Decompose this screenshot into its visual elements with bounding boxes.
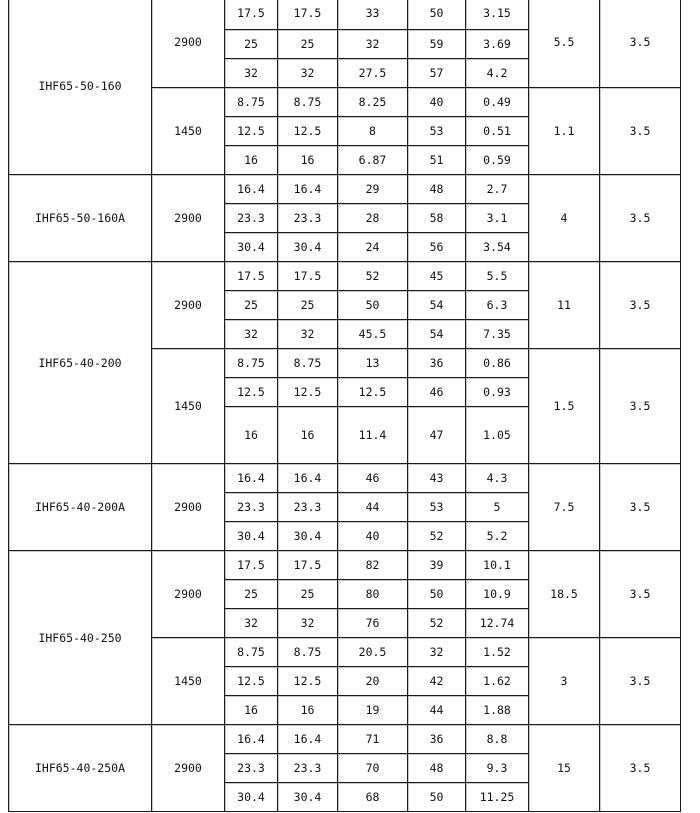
shaft-power-cell: 7.35 bbox=[466, 320, 529, 349]
model-name-cell: IHF65-50-160A bbox=[9, 175, 152, 262]
flow-cell: 30.4 bbox=[278, 233, 338, 262]
shaft-power-cell: 4.2 bbox=[466, 59, 529, 88]
shaft-power-cell: 12.74 bbox=[466, 609, 529, 638]
flow-cell: 25 bbox=[225, 291, 278, 320]
flow-cell: 32 bbox=[278, 320, 338, 349]
efficiency-cell: 52 bbox=[408, 522, 466, 551]
flow-cell: 8.75 bbox=[225, 349, 278, 378]
npsh-cell: 3.5 bbox=[600, 262, 681, 349]
shaft-power-cell: 4.3 bbox=[466, 464, 529, 493]
model-name-cell: IHF65-40-250 bbox=[9, 551, 152, 725]
speed-cell: 1450 bbox=[152, 349, 225, 464]
flow-cell: 17.5 bbox=[225, 0, 278, 30]
motor-power-cell: 4 bbox=[529, 175, 600, 262]
efficiency-cell: 52 bbox=[408, 609, 466, 638]
efficiency-cell: 56 bbox=[408, 233, 466, 262]
head-cell: 8 bbox=[338, 117, 408, 146]
efficiency-cell: 51 bbox=[408, 146, 466, 175]
shaft-power-cell: 0.93 bbox=[466, 378, 529, 407]
speed-cell: 2900 bbox=[152, 262, 225, 349]
flow-cell: 23.3 bbox=[225, 204, 278, 233]
head-cell: 13 bbox=[338, 349, 408, 378]
speed-cell: 1450 bbox=[152, 638, 225, 725]
shaft-power-cell: 1.52 bbox=[466, 638, 529, 667]
flow-cell: 25 bbox=[278, 291, 338, 320]
motor-power-cell: 3 bbox=[529, 638, 600, 725]
head-cell: 28 bbox=[338, 204, 408, 233]
head-cell: 24 bbox=[338, 233, 408, 262]
efficiency-cell: 53 bbox=[408, 493, 466, 522]
flow-cell: 8.75 bbox=[225, 638, 278, 667]
flow-cell: 17.5 bbox=[278, 0, 338, 30]
speed-cell: 2900 bbox=[152, 175, 225, 262]
efficiency-cell: 57 bbox=[408, 59, 466, 88]
table-row bbox=[9, 0, 681, 30]
flow-cell: 16.4 bbox=[225, 464, 278, 493]
head-cell: 80 bbox=[338, 580, 408, 609]
head-cell: 40 bbox=[338, 522, 408, 551]
efficiency-cell: 32 bbox=[408, 638, 466, 667]
speed-cell: 2900 bbox=[152, 464, 225, 551]
flow-cell: 16.4 bbox=[278, 464, 338, 493]
shaft-power-cell: 3.1 bbox=[466, 204, 529, 233]
head-cell: 6.87 bbox=[338, 146, 408, 175]
head-cell: 20 bbox=[338, 667, 408, 696]
efficiency-cell: 42 bbox=[408, 667, 466, 696]
efficiency-cell: 54 bbox=[408, 291, 466, 320]
head-cell: 11.4 bbox=[338, 407, 408, 464]
shaft-power-cell: 5.2 bbox=[466, 522, 529, 551]
flow-cell: 16 bbox=[278, 407, 338, 464]
head-cell: 71 bbox=[338, 725, 408, 754]
shaft-power-cell: 1.62 bbox=[466, 667, 529, 696]
efficiency-cell: 46 bbox=[408, 378, 466, 407]
shaft-power-cell: 0.49 bbox=[466, 88, 529, 117]
motor-power-cell: 7.5 bbox=[529, 464, 600, 551]
flow-cell: 30.4 bbox=[225, 233, 278, 262]
shaft-power-cell: 1.88 bbox=[466, 696, 529, 725]
flow-cell: 30.4 bbox=[225, 522, 278, 551]
head-cell: 52 bbox=[338, 262, 408, 291]
motor-power-cell: 15 bbox=[529, 725, 600, 812]
flow-cell: 16 bbox=[225, 146, 278, 175]
flow-cell: 16 bbox=[278, 696, 338, 725]
efficiency-cell: 36 bbox=[408, 349, 466, 378]
flow-cell: 23.3 bbox=[278, 754, 338, 783]
motor-power-cell: 5.5 bbox=[529, 0, 600, 88]
flow-cell: 17.5 bbox=[225, 262, 278, 291]
flow-cell: 23.3 bbox=[225, 754, 278, 783]
shaft-power-cell: 2.7 bbox=[466, 175, 529, 204]
shaft-power-cell: 11.25 bbox=[466, 783, 529, 812]
efficiency-cell: 48 bbox=[408, 175, 466, 204]
shaft-power-cell: 3.15 bbox=[466, 0, 529, 30]
npsh-cell: 3.5 bbox=[600, 0, 681, 88]
flow-cell: 8.75 bbox=[278, 349, 338, 378]
efficiency-cell: 59 bbox=[408, 30, 466, 59]
flow-cell: 16 bbox=[278, 146, 338, 175]
flow-cell: 8.75 bbox=[278, 638, 338, 667]
flow-cell: 12.5 bbox=[225, 117, 278, 146]
efficiency-cell: 50 bbox=[408, 783, 466, 812]
spec-table-body bbox=[9, 0, 681, 812]
shaft-power-cell: 10.1 bbox=[466, 551, 529, 580]
flow-cell: 25 bbox=[225, 30, 278, 59]
efficiency-cell: 58 bbox=[408, 204, 466, 233]
speed-cell: 1450 bbox=[152, 88, 225, 175]
efficiency-cell: 53 bbox=[408, 117, 466, 146]
shaft-power-cell: 5.5 bbox=[466, 262, 529, 291]
pump-spec-table bbox=[8, 0, 681, 812]
table-row bbox=[9, 725, 681, 754]
head-cell: 29 bbox=[338, 175, 408, 204]
motor-power-cell: 18.5 bbox=[529, 551, 600, 638]
efficiency-cell: 50 bbox=[408, 580, 466, 609]
npsh-cell: 3.5 bbox=[600, 175, 681, 262]
shaft-power-cell: 9.3 bbox=[466, 754, 529, 783]
shaft-power-cell: 5 bbox=[466, 493, 529, 522]
efficiency-cell: 45 bbox=[408, 262, 466, 291]
flow-cell: 12.5 bbox=[278, 378, 338, 407]
flow-cell: 12.5 bbox=[278, 667, 338, 696]
head-cell: 70 bbox=[338, 754, 408, 783]
flow-cell: 23.3 bbox=[278, 493, 338, 522]
flow-cell: 32 bbox=[225, 609, 278, 638]
shaft-power-cell: 6.3 bbox=[466, 291, 529, 320]
flow-cell: 17.5 bbox=[225, 551, 278, 580]
flow-cell: 25 bbox=[278, 30, 338, 59]
flow-cell: 30.4 bbox=[278, 783, 338, 812]
shaft-power-cell: 8.8 bbox=[466, 725, 529, 754]
model-name-cell: IHF65-50-160 bbox=[9, 0, 152, 175]
flow-cell: 25 bbox=[278, 580, 338, 609]
flow-cell: 32 bbox=[278, 59, 338, 88]
head-cell: 32 bbox=[338, 30, 408, 59]
shaft-power-cell: 3.54 bbox=[466, 233, 529, 262]
head-cell: 46 bbox=[338, 464, 408, 493]
speed-cell: 2900 bbox=[152, 551, 225, 638]
efficiency-cell: 48 bbox=[408, 754, 466, 783]
head-cell: 76 bbox=[338, 609, 408, 638]
flow-cell: 8.75 bbox=[278, 88, 338, 117]
head-cell: 50 bbox=[338, 291, 408, 320]
motor-power-cell: 1.5 bbox=[529, 349, 600, 464]
flow-cell: 16.4 bbox=[278, 175, 338, 204]
flow-cell: 32 bbox=[225, 59, 278, 88]
efficiency-cell: 43 bbox=[408, 464, 466, 493]
npsh-cell: 3.5 bbox=[600, 551, 681, 638]
flow-cell: 32 bbox=[225, 320, 278, 349]
flow-cell: 16 bbox=[225, 407, 278, 464]
flow-cell: 32 bbox=[278, 609, 338, 638]
table-row bbox=[9, 175, 681, 204]
npsh-cell: 3.5 bbox=[600, 725, 681, 812]
head-cell: 82 bbox=[338, 551, 408, 580]
flow-cell: 16.4 bbox=[225, 725, 278, 754]
model-name-cell: IHF65-40-200A bbox=[9, 464, 152, 551]
efficiency-cell: 54 bbox=[408, 320, 466, 349]
flow-cell: 8.75 bbox=[225, 88, 278, 117]
flow-cell: 12.5 bbox=[278, 117, 338, 146]
shaft-power-cell: 0.59 bbox=[466, 146, 529, 175]
head-cell: 44 bbox=[338, 493, 408, 522]
table-row bbox=[9, 464, 681, 493]
speed-cell: 2900 bbox=[152, 0, 225, 88]
efficiency-cell: 44 bbox=[408, 696, 466, 725]
shaft-power-cell: 0.86 bbox=[466, 349, 529, 378]
flow-cell: 16 bbox=[225, 696, 278, 725]
model-name-cell: IHF65-40-200 bbox=[9, 262, 152, 464]
motor-power-cell: 11 bbox=[529, 262, 600, 349]
efficiency-cell: 36 bbox=[408, 725, 466, 754]
efficiency-cell: 47 bbox=[408, 407, 466, 464]
shaft-power-cell: 10.9 bbox=[466, 580, 529, 609]
head-cell: 12.5 bbox=[338, 378, 408, 407]
head-cell: 27.5 bbox=[338, 59, 408, 88]
shaft-power-cell: 3.69 bbox=[466, 30, 529, 59]
npsh-cell: 3.5 bbox=[600, 88, 681, 175]
head-cell: 45.5 bbox=[338, 320, 408, 349]
flow-cell: 16.4 bbox=[225, 175, 278, 204]
efficiency-cell: 50 bbox=[408, 0, 466, 30]
head-cell: 19 bbox=[338, 696, 408, 725]
table-row bbox=[9, 262, 681, 291]
npsh-cell: 3.5 bbox=[600, 638, 681, 725]
shaft-power-cell: 0.51 bbox=[466, 117, 529, 146]
efficiency-cell: 39 bbox=[408, 551, 466, 580]
motor-power-cell: 1.1 bbox=[529, 88, 600, 175]
head-cell: 68 bbox=[338, 783, 408, 812]
npsh-cell: 3.5 bbox=[600, 464, 681, 551]
shaft-power-cell: 1.05 bbox=[466, 407, 529, 464]
npsh-cell: 3.5 bbox=[600, 349, 681, 464]
flow-cell: 30.4 bbox=[225, 783, 278, 812]
flow-cell: 17.5 bbox=[278, 551, 338, 580]
speed-cell: 2900 bbox=[152, 725, 225, 812]
head-cell: 33 bbox=[338, 0, 408, 30]
table-row bbox=[9, 551, 681, 580]
flow-cell: 12.5 bbox=[225, 378, 278, 407]
flow-cell: 12.5 bbox=[225, 667, 278, 696]
flow-cell: 23.3 bbox=[278, 204, 338, 233]
flow-cell: 17.5 bbox=[278, 262, 338, 291]
flow-cell: 30.4 bbox=[278, 522, 338, 551]
model-name-cell: IHF65-40-250A bbox=[9, 725, 152, 812]
efficiency-cell: 40 bbox=[408, 88, 466, 117]
head-cell: 8.25 bbox=[338, 88, 408, 117]
flow-cell: 23.3 bbox=[225, 493, 278, 522]
flow-cell: 16.4 bbox=[278, 725, 338, 754]
flow-cell: 25 bbox=[225, 580, 278, 609]
head-cell: 20.5 bbox=[338, 638, 408, 667]
